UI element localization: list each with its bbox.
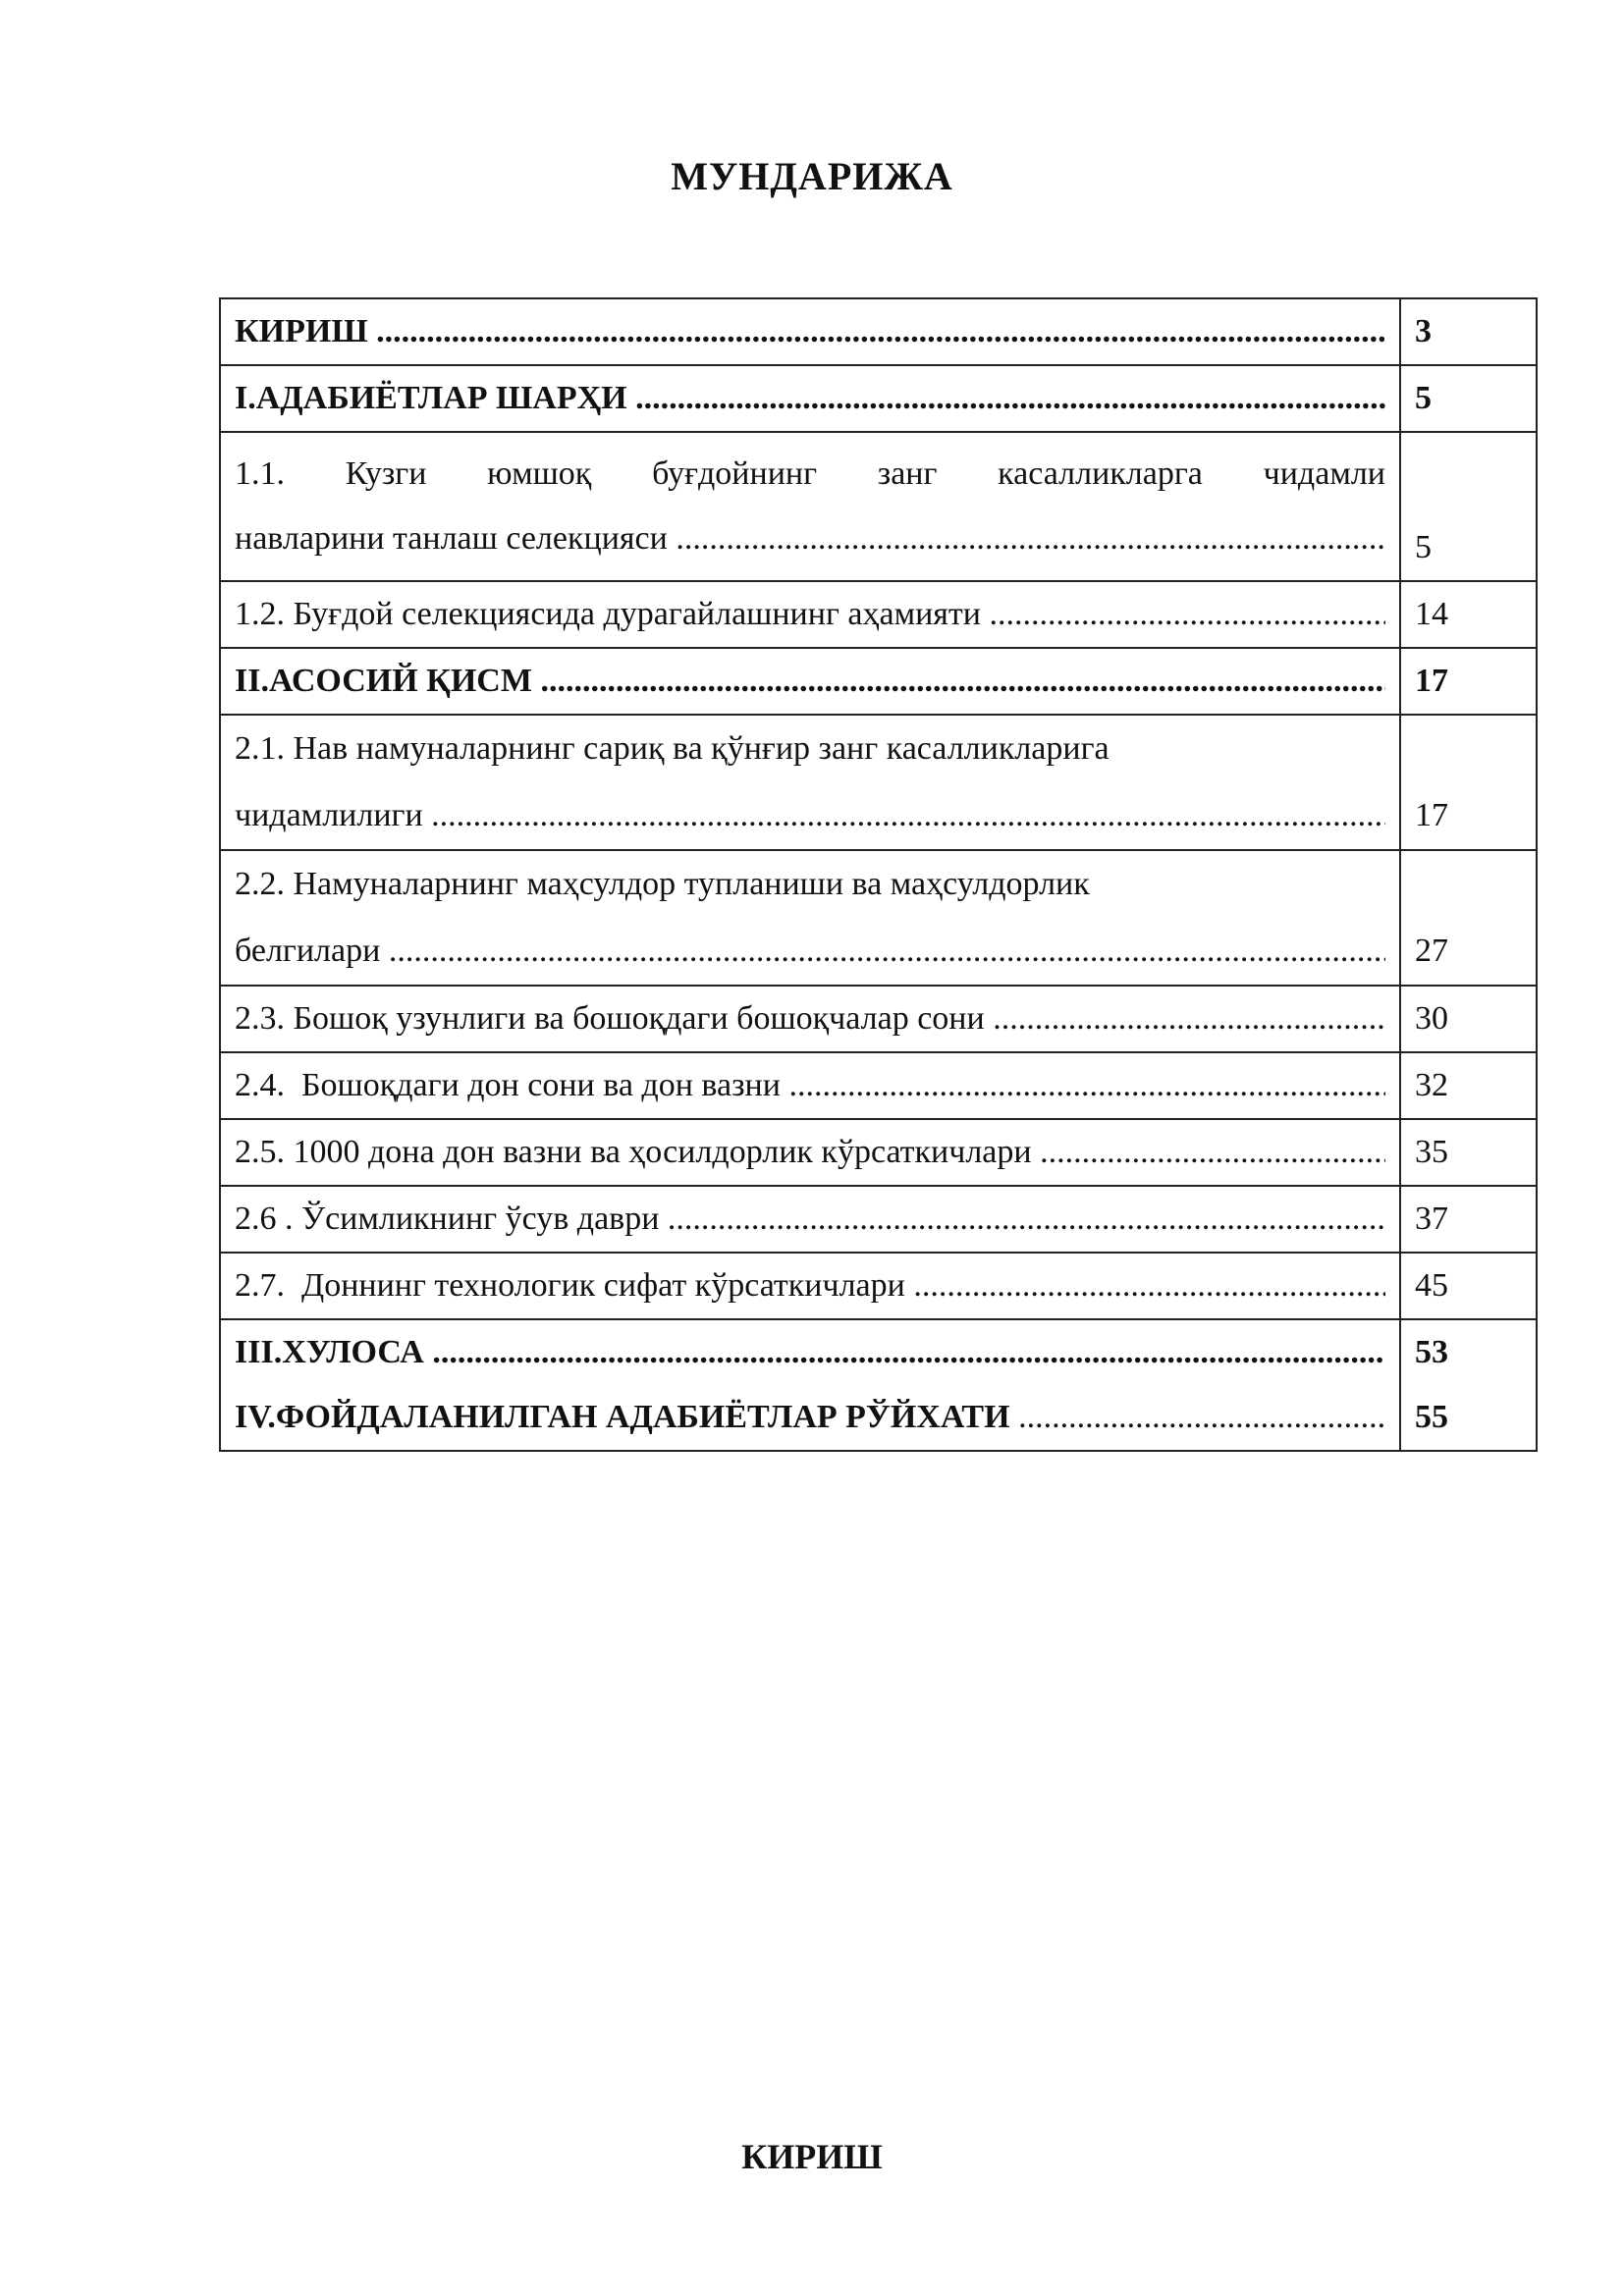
toc-row — [220, 298, 1537, 365]
toc-row — [220, 1319, 1537, 1385]
toc-entry — [220, 1253, 1400, 1319]
toc-page-number: 30 — [1400, 986, 1537, 1052]
toc-entry-title: КИРИШ — [235, 313, 368, 349]
toc-row — [220, 986, 1537, 1052]
toc-entry — [220, 715, 1400, 850]
toc-row — [220, 648, 1537, 715]
toc-entry-title-line2: белгилари — [235, 933, 381, 969]
toc-row — [220, 432, 1537, 581]
toc-entry-title: 2.3. Бошоқ узунлиги ва бошоқдаги бошоқчалар сони — [235, 1000, 985, 1037]
toc-page-number: 3 — [1400, 298, 1537, 365]
toc-page-number: 53 — [1400, 1319, 1537, 1385]
toc-page-number: 17 — [1400, 648, 1537, 715]
toc-page-number: 37 — [1400, 1186, 1537, 1253]
toc-entry-title-line1: 2.1. Нав намуналарнинг сариқ ва қўнғир занг касалликларига — [235, 730, 1110, 767]
toc-page-number: 14 — [1400, 581, 1537, 648]
toc-row — [220, 1385, 1537, 1451]
toc-page-number: 32 — [1400, 1052, 1537, 1119]
toc-entry — [220, 432, 1400, 581]
toc-page-number: 35 — [1400, 1119, 1537, 1186]
toc-row — [220, 581, 1537, 648]
toc-entry-title-line2: чидамлилиги — [235, 797, 423, 833]
toc-row — [220, 365, 1537, 432]
toc-entry — [220, 298, 1400, 365]
toc-entry-title: 2.6 . Ўсимликнинг ўсув даври — [235, 1201, 660, 1237]
toc-entry-title: II.АСОСИЙ ҚИСМ — [235, 663, 532, 699]
toc-entry-title-line2: навларини танлаш селекцияси — [235, 520, 668, 557]
toc-page-number: 55 — [1400, 1385, 1537, 1451]
toc-row — [220, 1119, 1537, 1186]
page-title: МУНДАРИЖА — [671, 154, 953, 198]
table-of-contents — [219, 297, 1538, 1452]
toc-row — [220, 850, 1537, 986]
toc-entry — [220, 1385, 1400, 1451]
toc-page-number: 5 — [1400, 432, 1537, 581]
toc-entry — [220, 1119, 1400, 1186]
toc-entry — [220, 1319, 1400, 1385]
toc-entry — [220, 365, 1400, 432]
toc-page-number: 45 — [1400, 1253, 1537, 1319]
toc-row — [220, 715, 1537, 850]
toc-entry-title: 2.7. Доннинг технологик сифат кўрсаткичлари — [235, 1267, 905, 1304]
toc-row — [220, 1186, 1537, 1253]
toc-entry — [220, 648, 1400, 715]
toc-entry — [220, 1186, 1400, 1253]
toc-entry — [220, 1052, 1400, 1119]
toc-entry-title-line1: 1.1. Кузги юмшоқ буғдойнинг занг касалликларга чидамли — [235, 455, 1385, 492]
toc-entry-title: 1.2. Буғдой селекциясида дурагайлашнинг аҳамияти — [235, 596, 981, 632]
toc-entry-title-line1: 2.2. Намуналарнинг маҳсулдор тупланиши ва маҳсулдорлик — [235, 866, 1090, 902]
toc-page-number: 27 — [1400, 850, 1537, 986]
toc-entry-title: 2.5. 1000 дона дон вазни ва ҳосилдорлик кўрсаткичлари — [235, 1134, 1032, 1170]
toc-entry — [220, 986, 1400, 1052]
toc-page-number: 5 — [1400, 365, 1537, 432]
toc-entry-title: 2.4. Бошоқдаги дон сони ва дон вазни — [235, 1067, 781, 1103]
toc-entry — [220, 581, 1400, 648]
toc-entry-title: IV.ФОЙДАЛАНИЛГАН АДАБИЁТЛАР РЎЙХАТИ — [235, 1399, 1010, 1435]
toc-entry-title: III.ХУЛОСА — [235, 1334, 424, 1370]
toc-row — [220, 1052, 1537, 1119]
toc-row — [220, 1253, 1537, 1319]
toc-entry-title: I.АДАБИЁТЛАР ШАРҲИ — [235, 380, 627, 416]
toc-page-number: 17 — [1400, 715, 1537, 850]
toc-entry — [220, 850, 1400, 986]
section-heading: КИРИШ — [741, 2137, 883, 2176]
